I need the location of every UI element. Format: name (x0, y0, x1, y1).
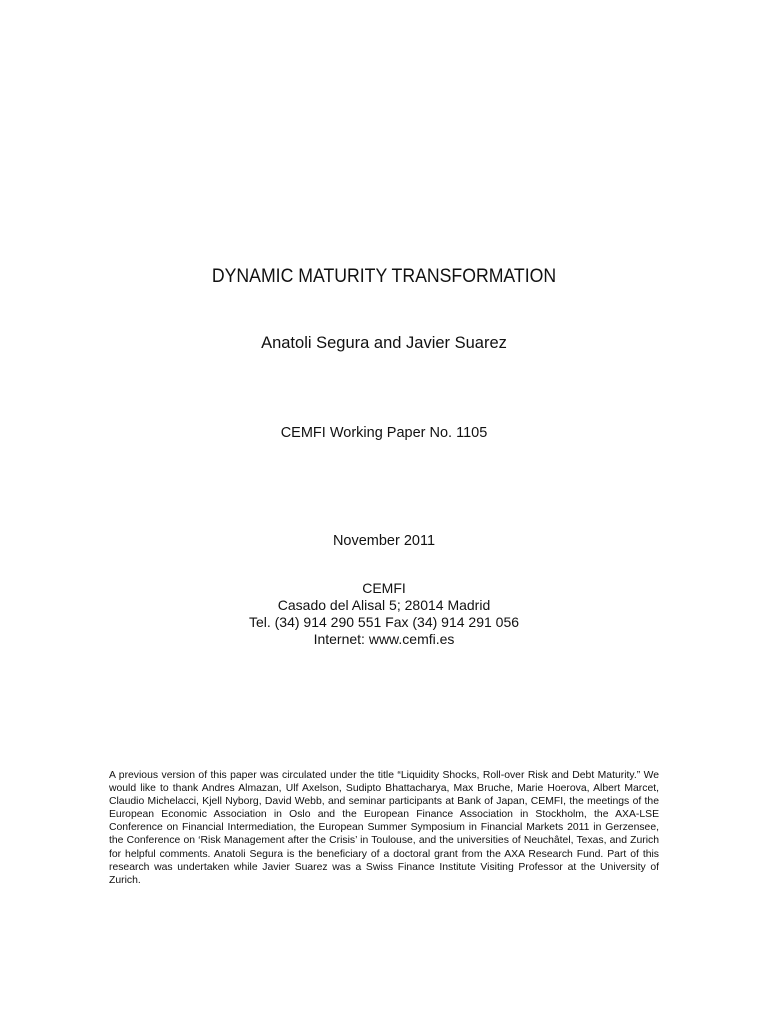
publication-date: November 2011 (332, 533, 436, 549)
acknowledgements-footnote: A previous version of this paper was circulated under the title “Liquidity Shocks, Roll-over Risk and Debt Maturity.” We would like to thank Andres Almazan, Ulf Axelson, Sudipto Bhattacharya, Max Bruche, Marie Hoerova, Albert Marcet, Claudio Michelacci, Kjell Nyborg, David Webb, and seminar participants at Bank of Japan, CEMFI, the meetings of the European Economic Association in Oslo and the European Finance Association in Stockholm, the AXA-LSE Conference on Financial Intermediation, the European Summer Symposium in Financial Markets 2011 in Gerzensee, the Conference on ‘Risk Management after the Crisis’ in Toulouse, and the universities of Neuchâtel, Texas, and Zurich for helpful comments. Anatoli Segura is the beneficiary of a doctoral grant from the AXA Research Fund. Part of this research was undertaken while Javier Suarez was a Swiss Finance Institute Visiting Professor at the University of Zurich. (109, 770, 659, 886)
institution-name: CEMFI (362, 580, 406, 596)
institution-address-block (0, 580, 768, 648)
paper-title: DYNAMIC MATURITY TRANSFORMATION (211, 266, 557, 287)
institution-address: Casado del Alisal 5; 28014 Madrid (277, 597, 491, 613)
paper-authors: Anatoli Segura and Javier Suarez (261, 334, 507, 352)
working-paper-number: CEMFI Working Paper No. 1105 (280, 425, 488, 441)
institution-internet: Internet: www.cemfi.es (313, 631, 455, 647)
institution-phone-fax: Tel. (34) 914 290 551 Fax (34) 914 291 056 (248, 614, 520, 630)
